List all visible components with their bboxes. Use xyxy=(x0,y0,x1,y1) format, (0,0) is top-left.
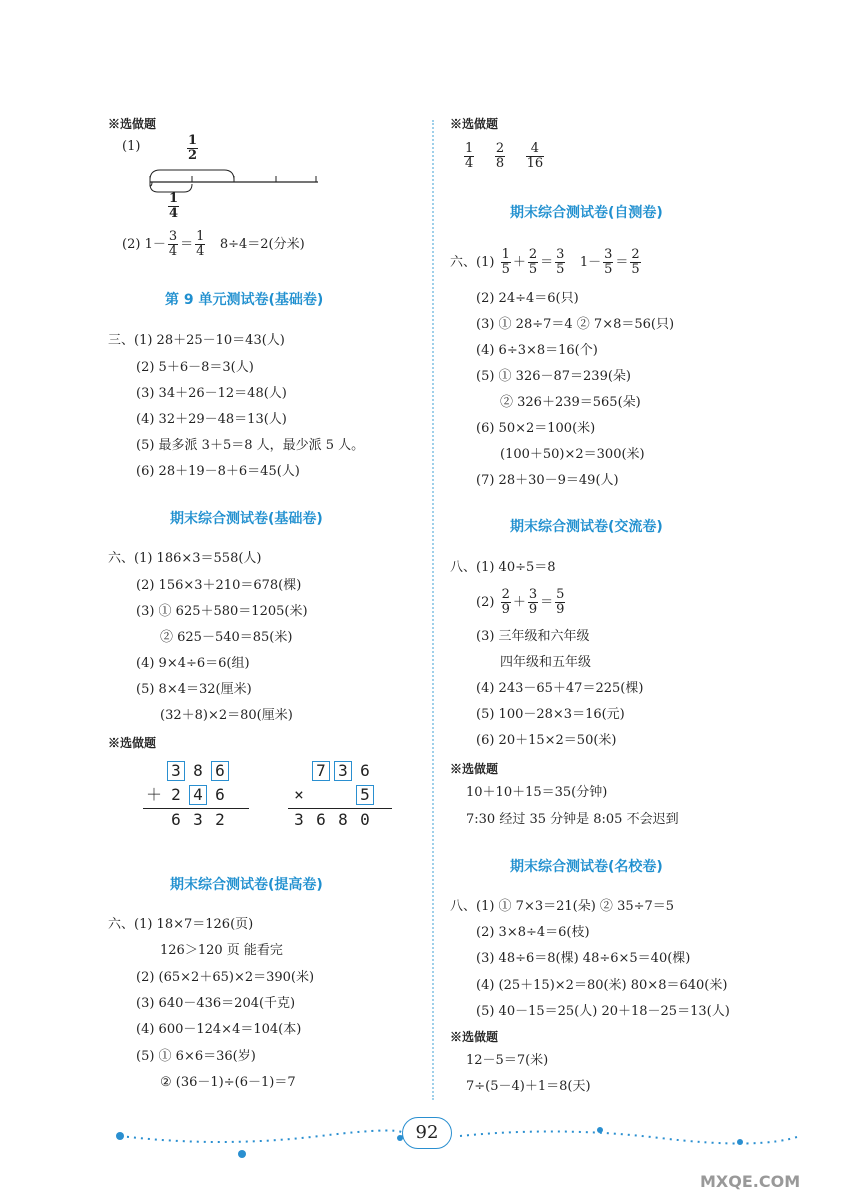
self-line-5: (5) ① 326－87＝239(朵) xyxy=(476,369,631,384)
unit9-line-1: 三、(1) 28＋25－10＝43(人) xyxy=(108,333,285,348)
top-fraction: $\frac{1}{2}$ xyxy=(188,133,198,163)
self-line-6: ② 326＋239＝565(朵) xyxy=(500,395,641,410)
digit-box: 3 xyxy=(167,761,185,781)
famous-line-5: (5) 40－15＝25(人) 20＋18－25＝13(人) xyxy=(476,1004,730,1019)
adv-line-1: 六、(1) 18×7＝126(页) xyxy=(108,917,254,932)
self-line-1: 六、(1) $\frac{1}{5}$ ＋ $\frac{2}{5}$ ＝ $\frac{3}{5}$ 1－ $\frac{3}{5}$ ＝ $\frac{2}{5}$ xyxy=(450,247,640,277)
exchange-line-2: (2) $\frac{2}{9}$ ＋ $\frac{3}{9}$ ＝ $\frac{5}{9}$ xyxy=(476,587,565,617)
optional-title: ※选做题 xyxy=(450,117,499,131)
adv-line-6: (5) ① 6×6＝36(岁) xyxy=(136,1049,256,1064)
heading-basic: 期末综合测试卷(基础卷) xyxy=(170,511,323,527)
famous-optional-1: 12－5＝7(米) xyxy=(466,1053,549,1068)
famous-line-4: (4) (25＋15)×2＝80(米) 80×8＝640(米) xyxy=(476,978,728,993)
self-line-2: (2) 24÷4＝6(只) xyxy=(476,291,579,306)
exchange-optional-2: 7:30 经过 35 分钟是 8:05 不会迟到 xyxy=(466,812,679,827)
q2-line: (2) 1－ $\frac{3}{4}$ ＝ $\frac{1}{4}$ 8÷4＝2(分米) xyxy=(122,229,305,259)
heading-unit9: 第 9 单元测试卷(基础卷) xyxy=(165,292,324,308)
adv-line-2: 126＞120 页 能看完 xyxy=(160,943,283,958)
digit-box: 5 xyxy=(356,785,374,805)
optional-title: ※选做题 xyxy=(108,736,157,750)
bottom-fraction: $\frac{1}{4}$ xyxy=(169,191,179,221)
adv-line-4: (3) 640－436＝204(千克) xyxy=(136,996,296,1011)
digit-box: 7 xyxy=(312,761,330,781)
digit-box: 4 xyxy=(189,785,207,805)
unit9-line-6: (6) 28＋19－8＋6＝45(人) xyxy=(136,464,300,479)
unit9-line-2: (2) 5＋6－8＝3(人) xyxy=(136,360,254,375)
exchange-line-7: (6) 20＋15×2＝50(米) xyxy=(476,733,617,748)
multiplication-puzzle: 7 3 6 × 5 3 6 8 0 xyxy=(288,760,392,833)
page-number: 92 xyxy=(402,1117,452,1149)
famous-line-1: 八、(1) ① 7×3＝21(朵) ② 35÷7＝5 xyxy=(450,899,675,914)
optional-title: ※选做题 xyxy=(450,1030,499,1044)
famous-line-2: (2) 3×8÷4＝6(枝) xyxy=(476,925,590,940)
heading-famous: 期末综合测试卷(名校卷) xyxy=(510,859,663,875)
exchange-line-5: (4) 243－65＋47＝225(棵) xyxy=(476,681,644,696)
basic-line-2: (2) 156×3＋210＝678(棵) xyxy=(136,578,302,593)
fraction-row: $\frac{1}{4}$ $\frac{2}{8}$ $\frac{4}{16}$ xyxy=(465,141,544,171)
unit9-line-4: (4) 32＋29－48＝13(人) xyxy=(136,412,287,427)
heading-advanced: 期末综合测试卷(提高卷) xyxy=(170,877,323,893)
famous-line-3: (3) 48÷6＝8(棵) 48÷6×5＝40(棵) xyxy=(476,951,691,966)
famous-optional-2: 7÷(5－4)＋1＝8(天) xyxy=(466,1079,591,1094)
exchange-line-4: 四年级和五年级 xyxy=(500,655,592,670)
adv-line-3: (2) (65×2＋65)×2＝390(米) xyxy=(136,970,315,985)
self-line-7: (6) 50×2＝100(米) xyxy=(476,421,596,436)
self-line-9: (7) 28＋30－9＝49(人) xyxy=(476,473,619,488)
optional-title: ※选做题 xyxy=(450,762,499,776)
unit9-line-3: (3) 34＋26－12＝48(人) xyxy=(136,386,287,401)
unit9-line-5: (5) 最多派 3＋5＝8 人，最少派 5 人。 xyxy=(136,438,365,453)
basic-line-1: 六、(1) 186×3＝558(人) xyxy=(108,551,262,566)
basic-line-3: (3) ① 625＋580＝1205(米) xyxy=(136,604,308,619)
basic-line-6: (5) 8×4＝32(厘米) xyxy=(136,682,252,697)
exchange-line-3: (3) 三年级和六年级 xyxy=(476,629,590,644)
basic-line-5: (4) 9×4÷6＝6(组) xyxy=(136,656,250,671)
self-line-4: (4) 6÷3×8＝16(个) xyxy=(476,343,598,358)
self-line-3: (3) ① 28÷7＝4 ② 7×8＝56(只) xyxy=(476,317,675,332)
basic-line-4: ② 625－540＝85(米) xyxy=(160,630,293,645)
digit-box: 6 xyxy=(211,761,229,781)
digit-box: 3 xyxy=(334,761,352,781)
heading-self: 期末综合测试卷(自测卷) xyxy=(510,205,663,221)
optional-title: ※选做题 xyxy=(108,117,157,131)
addition-puzzle: 3 8 6 ＋ 2 4 6 6 3 2 xyxy=(143,760,249,833)
heading-exchange: 期末综合测试卷(交流卷) xyxy=(510,519,663,535)
footer-dotted-wave xyxy=(100,1108,820,1168)
watermark: MXQE.COM xyxy=(700,1172,801,1191)
exchange-optional-1: 10＋10＋15＝35(分钟) xyxy=(466,785,608,800)
column-divider xyxy=(432,120,434,1100)
q1-label: (1) xyxy=(122,139,141,154)
adv-line-7: ② (36－1)÷(6－1)＝7 xyxy=(160,1075,296,1090)
self-line-8: (100＋50)×2＝300(米) xyxy=(500,447,645,462)
exchange-line-6: (5) 100－28×3＝16(元) xyxy=(476,707,625,722)
exchange-line-1: 八、(1) 40÷5＝8 xyxy=(450,560,556,575)
basic-line-7: (32＋8)×2＝80(厘米) xyxy=(160,708,293,723)
adv-line-5: (4) 600－124×4＝104(本) xyxy=(136,1022,302,1037)
